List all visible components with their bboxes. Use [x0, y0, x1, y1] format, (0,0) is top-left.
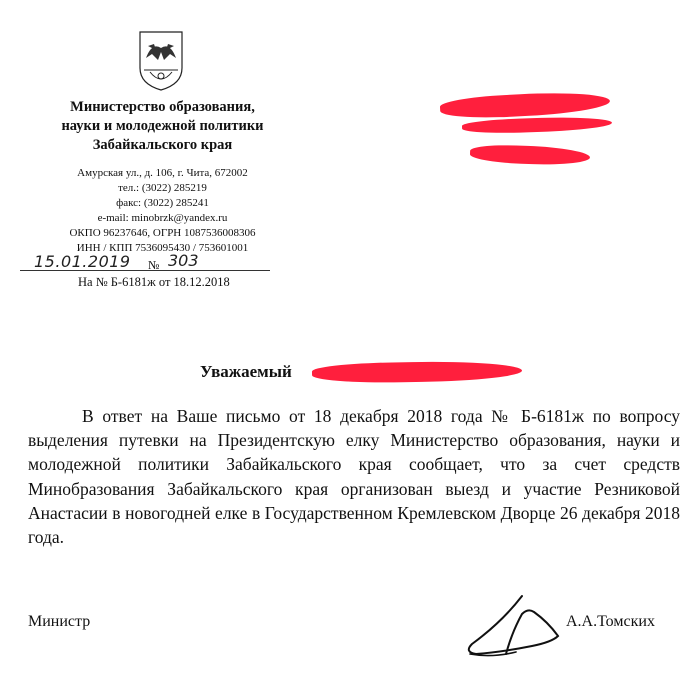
- salutation: Уважаемый: [200, 362, 292, 381]
- registration-underline: [20, 270, 270, 271]
- org-line-2: науки и молодежной политики: [61, 118, 264, 134]
- contact-details: [20, 166, 305, 256]
- redaction-mark: [440, 90, 611, 121]
- fax: факс: (3022) 285241: [116, 197, 209, 209]
- registration-number-label: №: [148, 258, 160, 272]
- coat-of-arms-emblem: [134, 28, 188, 92]
- letter-body: В ответ на Ваше письмо от 18 декабря 2018 года № Б-6181ж по вопросу выделения путевки на Президентскую елку Министерство образования, науки и молодежной политики Забайкальского края сообщает, что за счет средств Минобразования Забайкальского края организован выезд и участие Резниковой Анастасии в новогодней елке в Государственном Кремлевском Дворце 26 декабря 2018 года.: [28, 406, 680, 548]
- handwritten-signature: [462, 592, 570, 662]
- reference-line: На № Б-6181ж от 18.12.2018: [78, 275, 230, 289]
- redaction-mark: [462, 115, 612, 134]
- redaction-mark: [470, 144, 591, 166]
- inn-kpp: ИНН / КПП 7536095430 / 753601001: [76, 242, 249, 254]
- redaction-mark: [312, 360, 522, 384]
- org-line-3: Забайкальского края: [92, 137, 233, 153]
- signatory-title: Министр: [28, 613, 91, 630]
- organization-name: [20, 98, 305, 155]
- email: e-mail: minobrzk@yandex.ru: [97, 212, 228, 224]
- registration-date: 15.01.2019: [34, 252, 131, 271]
- org-line-1: Министерство образования,: [70, 99, 255, 115]
- signatory-name: А.А.Томских: [566, 613, 655, 630]
- address: Амурская ул., д. 106, г. Чита, 672002: [77, 167, 248, 179]
- okpo: ОКПО 96237646, ОГРН 1087536008306: [69, 227, 256, 239]
- phone: тел.: (3022) 285219: [118, 182, 207, 194]
- registration-number: 303: [168, 251, 199, 270]
